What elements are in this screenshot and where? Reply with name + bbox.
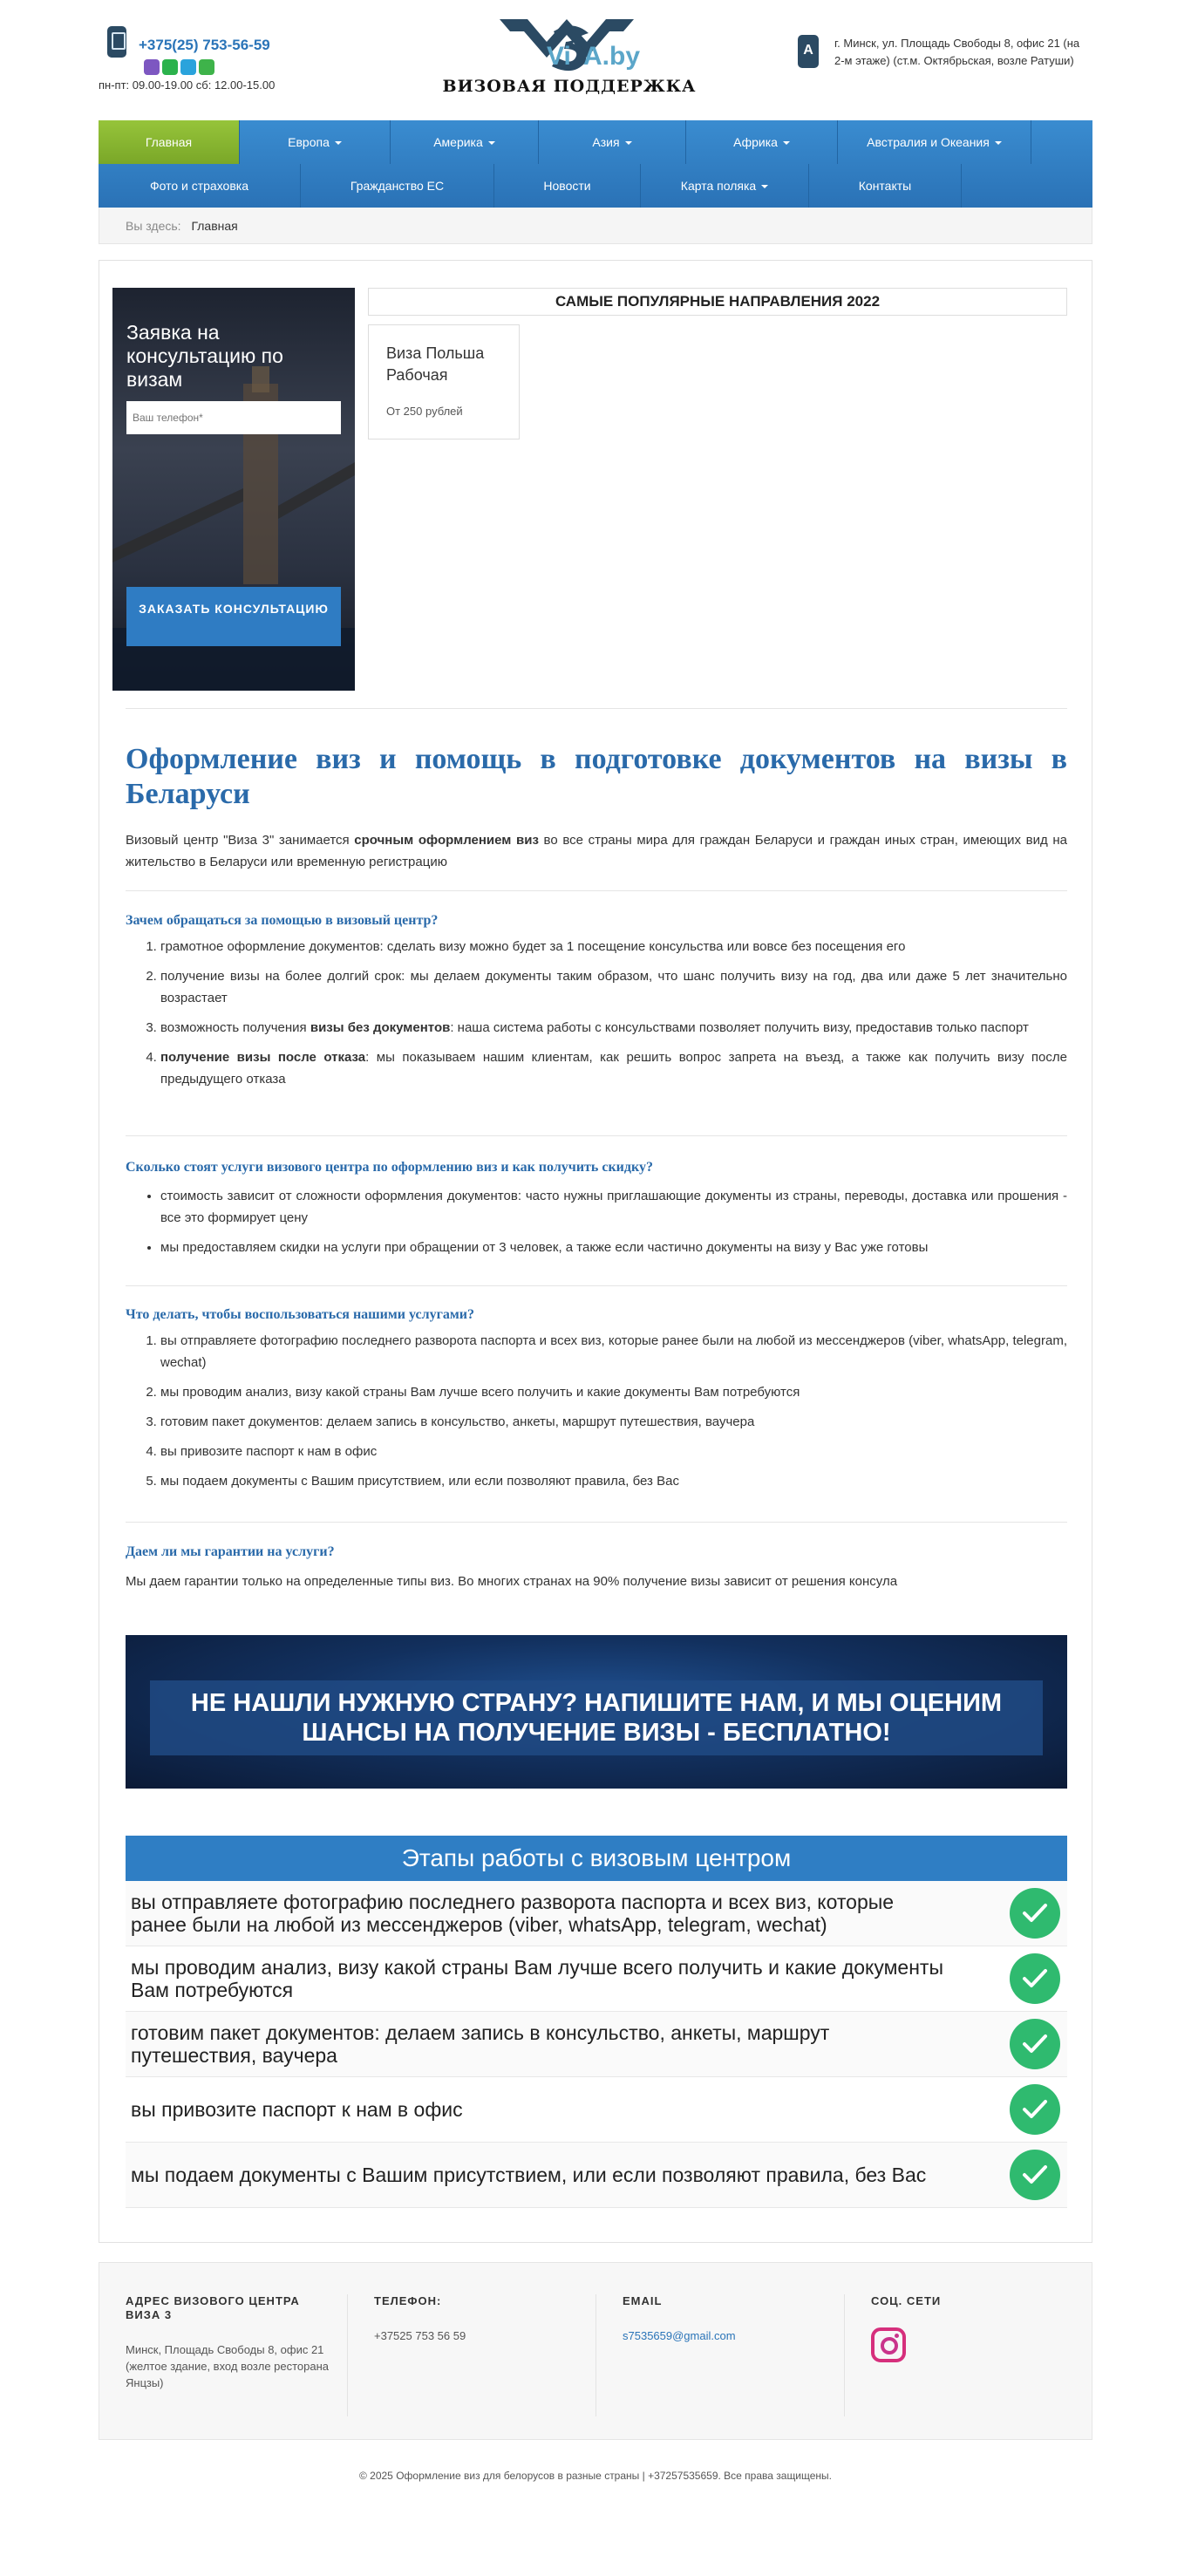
guarantee-text: Мы даем гарантии только на определенные типы виз. Во многих странах на 90% получение визы зависит от решения консула xyxy=(126,1574,898,1589)
check-icon xyxy=(1010,1953,1060,2004)
nav-item-contacts[interactable]: Контакты xyxy=(809,164,962,208)
footer-email-link[interactable]: s7535659@gmail.com xyxy=(623,2329,736,2342)
whatsapp-icon[interactable] xyxy=(162,59,178,75)
list-item: 4. вы привозите паспорт к нам в офис xyxy=(160,1441,1067,1462)
site-logo[interactable] xyxy=(439,16,700,103)
section-title-guarantee: Даем ли мы гарантии на услуги? xyxy=(126,1544,335,1559)
section-title-price: Сколько стоят услуги визового центра по оформлению виз и как получить скидку? xyxy=(126,1160,653,1175)
list-item: • мы предоставляем скидки на услуги при обращении от 3 человек, а также если частично документы на визу у Вас уже готовы xyxy=(160,1237,1067,1258)
intro-text: Визовый центр "Виза 3" занимается xyxy=(126,833,355,848)
divider xyxy=(126,1522,1067,1523)
nav-item-africa[interactable]: Африка xyxy=(686,120,838,164)
list-item-text: : наша система работы с консульствами позволяет получить визу, предоставив только паспорт xyxy=(450,1020,1029,1035)
list-item: 3. готовим пакет документов: делаем запись в консульство, анкеты, маршрут путешествия, ваучера xyxy=(160,1411,1067,1433)
nav-item-photo-insurance[interactable]: Фото и страховка xyxy=(99,164,301,208)
destination-price: От 250 рублей xyxy=(386,405,463,418)
svg-text:Vi: Vi xyxy=(547,42,571,71)
list-item-bold: получение визы после отказа xyxy=(160,1050,366,1065)
section-title-why: Зачем обращаться за помощью в визовый центр? xyxy=(126,913,439,928)
step-text: вы привозите паспорт к нам в офис xyxy=(131,2098,463,2121)
step-text: готовим пакет документов: делаем запись в консульство, анкеты, маршрут путешествия, ваучера xyxy=(131,2021,830,2067)
list-item-text: получение визы на более долгий срок: мы делаем документы таким образом, что шанс получить визу на год, два или даже 5 лет значительно возрастает xyxy=(160,969,1067,1005)
footer-phone-title: ТЕЛЕФОН: xyxy=(374,2294,442,2307)
phone-icon xyxy=(107,26,126,58)
step-item xyxy=(126,2077,1067,2143)
page-title: Оформление виз и помощь в подготовке документов на визы в Беларуси xyxy=(126,743,1067,810)
nav-item-pole-card[interactable]: Карта поляка xyxy=(641,164,809,208)
footer-phone-col xyxy=(374,2294,596,2416)
breadcrumb-current: Главная xyxy=(191,219,238,233)
list-item: 1. вы отправляете фотографию последнего разворота паспорта и всех виз, которые ранее были на любой из мессенджеров (viber, whatsApp, telegram, wechat) xyxy=(160,1330,1067,1373)
footer-address-title: АДРЕС ВИЗОВОГО ЦЕНТРА ВИЗА 3 xyxy=(126,2294,300,2321)
list-item xyxy=(160,1017,1067,1039)
footer-address-col xyxy=(126,2294,348,2416)
nav-item-news[interactable]: Новости xyxy=(494,164,641,208)
header-address: г. Минск, ул. Площадь Свободы 8, офис 21 (на 2-м этаже) (ст.м. Октябрьская, возле Ратуши) xyxy=(834,37,1080,67)
divider xyxy=(126,708,1067,709)
footer-social-col xyxy=(871,2294,1072,2416)
footer-email-title: EMAIL xyxy=(623,2294,663,2307)
chevron-down-icon xyxy=(335,141,342,145)
logo-subtitle: ВИЗОВАЯ ПОДДЕРЖКА xyxy=(442,77,697,96)
nav-item-america[interactable]: Америка xyxy=(391,120,539,164)
list-item-text: грамотное оформление документов: сделать визу можно будет за 1 посещение консульства или вовсе без посещения его xyxy=(160,939,906,954)
main-navigation xyxy=(99,120,1092,208)
header-phone-link[interactable]: +375(25) 753-56-59 xyxy=(139,37,270,53)
chevron-down-icon xyxy=(761,185,768,188)
chevron-down-icon xyxy=(488,141,495,145)
step-text: мы подаем документы с Вашим присутствием, или если позволяют правила, без Вас xyxy=(131,2164,927,2186)
logo-emblem xyxy=(493,16,641,77)
list-item xyxy=(160,1046,1067,1090)
list-item-text: : мы показываем нашим клиентам, как решить вопрос запрета на въезд, а также как получить визу после предыдущего отказа xyxy=(160,1050,1067,1087)
footer-social-title: СОЦ. СЕТИ xyxy=(871,2294,942,2307)
chevron-down-icon xyxy=(625,141,632,145)
step-item xyxy=(126,2143,1067,2208)
instagram-icon[interactable] xyxy=(871,2327,906,2362)
intro-paragraph xyxy=(126,829,1067,873)
working-hours: пн-пт: 09.00-19.00 сб: 12.00-15.00 xyxy=(99,78,276,92)
check-icon xyxy=(1010,2150,1060,2200)
nav-row-2 xyxy=(99,164,1092,208)
step-text: мы проводим анализ, визу какой страны Вам лучше всего получить и какие документы Вам потребуются xyxy=(131,1956,943,2001)
destination-card[interactable] xyxy=(368,324,520,440)
nav-item-home[interactable]: Главная xyxy=(99,120,240,164)
check-icon xyxy=(1010,2019,1060,2069)
breadcrumb-label: Вы здесь: xyxy=(126,219,181,233)
order-consultation-button[interactable]: ЗАКАЗАТЬ КОНСУЛЬТАЦИЮ xyxy=(126,587,341,646)
form-title: Заявка на консультацию по визам xyxy=(126,321,283,391)
step-item xyxy=(126,1946,1067,2012)
contact-banner[interactable] xyxy=(126,1635,1067,1789)
divider xyxy=(126,1135,1067,1136)
step-text: вы отправляете фотографию последнего разворота паспорта и всех виз, которые ранее были на любой из мессенджеров (viber, whatsApp, telegram, wechat) xyxy=(131,1891,895,1936)
nav-item-australia[interactable]: Австралия и Океания xyxy=(838,120,1031,164)
step-item xyxy=(126,1881,1067,1946)
nav-item-eu-citizenship[interactable]: Гражданство ЕС xyxy=(301,164,494,208)
steps-list xyxy=(126,1881,1067,2208)
list-item xyxy=(160,936,1067,957)
step-item xyxy=(126,2012,1067,2077)
telegram-icon[interactable] xyxy=(180,59,196,75)
banner-text: НЕ НАШЛИ НУЖНУЮ СТРАНУ? НАПИШИТЕ НАМ, И МЫ ОЦЕНИМ ШАНСЫ НА ПОЛУЧЕНИЕ ВИЗЫ - БЕСПЛАТНО! xyxy=(150,1680,1043,1755)
phone-input[interactable] xyxy=(126,401,341,434)
map-pin-icon xyxy=(798,35,819,68)
intro-bold: срочным оформлением виз xyxy=(354,833,539,848)
copyright: © 2025 Оформление виз для белорусов в разные страны | +37257535659. Все права защищены. xyxy=(358,2470,833,2482)
destination-name: Виза Польша Рабочая xyxy=(386,344,485,384)
site-header xyxy=(99,0,1092,113)
viber-icon[interactable] xyxy=(144,59,160,75)
list-item-text: возможность получения xyxy=(160,1020,310,1035)
svg-text:A.by: A.by xyxy=(583,42,641,71)
section-title-how: Что делать, чтобы воспользоваться нашими услугами? xyxy=(126,1307,474,1322)
why-list xyxy=(160,936,1067,1098)
list-item xyxy=(160,965,1067,1009)
intro-text: во все страны мира для граждан Беларуси и граждан иных стран, имеющих вид на жительство в Беларуси или временную регистрацию xyxy=(126,833,1067,869)
messenger-icons xyxy=(144,59,214,75)
price-list xyxy=(160,1185,1067,1266)
steps-title: Этапы работы с визовым центром xyxy=(126,1836,1067,1881)
footer-email-col xyxy=(623,2294,845,2416)
how-list xyxy=(160,1330,1067,1500)
consultation-form xyxy=(112,288,355,691)
site-footer xyxy=(99,2262,1092,2440)
divider xyxy=(126,1285,1067,1286)
footer-phone[interactable]: +37525 753 56 59 xyxy=(374,2329,466,2342)
breadcrumb xyxy=(99,208,1092,244)
list-item-bold: визы без документов xyxy=(310,1020,451,1035)
check-icon xyxy=(1010,2084,1060,2135)
chevron-down-icon xyxy=(995,141,1002,145)
main-content xyxy=(99,260,1092,2243)
nav-item-europe[interactable]: Европа xyxy=(240,120,391,164)
wechat-icon[interactable] xyxy=(199,59,214,75)
footer-address: Минск, Площадь Свободы 8, офис 21 (желтое здание, вход возле ресторана Янцзы) xyxy=(126,2343,330,2389)
popular-destinations-title: САМЫЕ ПОПУЛЯРНЫЕ НАПРАВЛЕНИЯ 2022 xyxy=(368,288,1067,316)
check-icon xyxy=(1010,1888,1060,1939)
list-item: 2. мы проводим анализ, визу какой страны Вам лучше всего получить и какие документы Вам потребуются xyxy=(160,1381,1067,1403)
nav-item-asia[interactable]: Азия xyxy=(539,120,686,164)
list-item: • стоимость зависит от сложности оформления документов: часто нужны приглашающие документы из страны, переводы, доставка или прошения - все это формирует цену xyxy=(160,1185,1067,1229)
nav-row-1 xyxy=(99,120,1092,164)
list-item: 5. мы подаем документы с Вашим присутствием, или если позволяют правила, без Вас xyxy=(160,1470,1067,1492)
chevron-down-icon xyxy=(783,141,790,145)
divider xyxy=(126,890,1067,891)
